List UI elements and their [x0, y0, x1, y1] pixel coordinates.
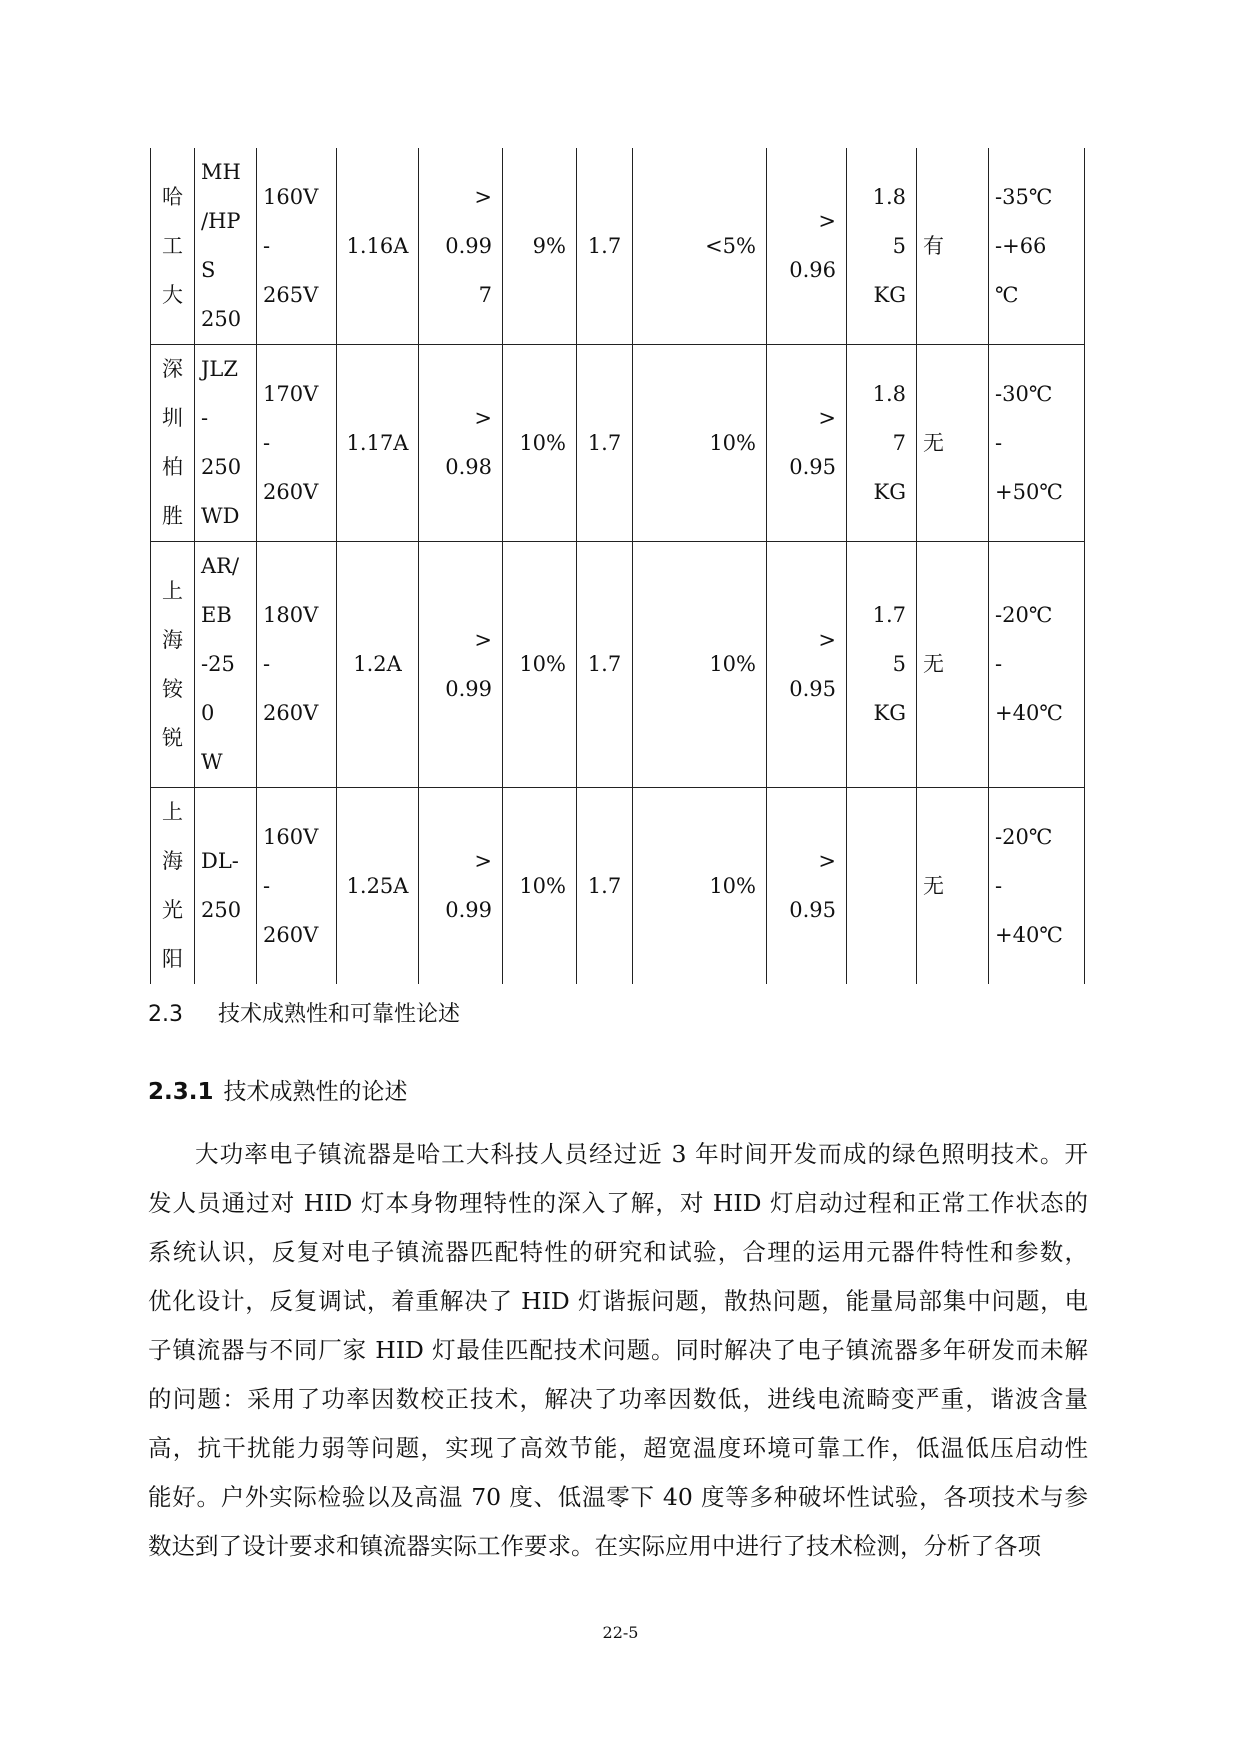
efficiency-cell-text: > 0.95: [789, 627, 836, 701]
voltage-cell: [257, 345, 337, 542]
model-cell: [195, 542, 257, 788]
paragraph-line: 高，抗干扰能力弱等问题，实现了高效节能，超宽温度环境可靠工作，低温低压启动性: [148, 1434, 1088, 1462]
current-cell: [337, 345, 419, 542]
thd-cell-text: 10%: [519, 652, 566, 676]
maker-cell: [151, 788, 195, 985]
voltage-cell: [257, 788, 337, 985]
paragraph-line: 大功率电子镇流器是哈工大科技人员经过近 3 年时间开发而成的绿色照明技术。开: [195, 1140, 1088, 1168]
stability-cell: [633, 345, 767, 542]
voltage-cell-text: 170V - 260V: [263, 381, 319, 504]
current-cell: [337, 148, 419, 345]
maker-cell-text: 深 圳 柏 胜: [162, 357, 183, 528]
voltage-cell: [257, 542, 337, 788]
thd-cell: [503, 788, 577, 985]
protection-cell-text: 有: [923, 233, 944, 258]
thd-cell: [503, 345, 577, 542]
stability-cell: [633, 148, 767, 345]
model-cell: [195, 345, 257, 542]
section-number: 2.3: [148, 1002, 183, 1027]
thd-cell: [503, 148, 577, 345]
temperature-cell-text: -20℃ - +40℃: [995, 603, 1063, 725]
protection-cell: [917, 345, 989, 542]
weight-cell: [847, 788, 917, 985]
current-cell: [337, 788, 419, 985]
temperature-cell: [989, 148, 1085, 345]
efficiency-cell: [767, 345, 847, 542]
protection-cell: [917, 788, 989, 985]
weight-cell: [847, 148, 917, 345]
crest-factor-cell: [577, 788, 633, 985]
paragraph-line: 的问题：采用了功率因数校正技术，解决了功率因数低，进线电流畸变严重，谐波含量: [148, 1385, 1088, 1413]
paragraph-line: 优化设计，反复调试，着重解决了 HID 灯谐振问题，散热问题，能量局部集中问题，电: [148, 1287, 1088, 1315]
table-row: [151, 542, 1085, 788]
efficiency-cell-text: > 0.96: [789, 209, 836, 282]
crest-factor-cell: [577, 148, 633, 345]
paragraph-line: 系统认识，反复对电子镇流器匹配特性的研究和试验，合理的运用元器件特性和参数，: [148, 1238, 1088, 1266]
stability-cell-text: 10%: [709, 652, 756, 676]
maker-cell: [151, 148, 195, 345]
maker-cell: [151, 542, 195, 788]
temperature-cell-text: -30℃ - +50℃: [995, 381, 1063, 504]
thd-cell: [503, 542, 577, 788]
stability-cell: [633, 788, 767, 985]
protection-cell-text: 无: [923, 430, 944, 455]
protection-cell-text: 无: [923, 873, 944, 898]
temperature-cell: [989, 542, 1085, 788]
model-cell-text: AR/ EB -25 0 W: [201, 554, 240, 774]
power-factor-cell: [419, 345, 503, 542]
temperature-cell: [989, 345, 1085, 542]
crest-factor-cell-text: 1.7: [587, 233, 622, 258]
maker-cell: [151, 345, 195, 542]
power-factor-cell-text: > 0.98: [445, 406, 492, 479]
crest-factor-cell-text: 1.7: [587, 873, 622, 898]
weight-cell: [847, 542, 917, 788]
efficiency-cell: [767, 788, 847, 985]
weight-cell: [847, 345, 917, 542]
thd-cell-text: 10%: [519, 430, 566, 455]
current-cell-text: 1.25A: [346, 873, 409, 898]
efficiency-cell: [767, 148, 847, 345]
comparison-table: [150, 148, 1085, 984]
model-cell: [195, 788, 257, 985]
thd-cell-text: 9%: [532, 233, 566, 258]
model-cell-text: DL- 250: [201, 849, 242, 922]
temperature-cell: [989, 788, 1085, 985]
temperature-cell-text: -20℃ - +40℃: [995, 824, 1063, 947]
voltage-cell-text: 180V - 260V: [263, 603, 319, 725]
power-factor-cell: [419, 788, 503, 985]
thd-cell-text: 10%: [519, 873, 566, 898]
paragraph-line: 子镇流器与不同厂家 HID 灯最佳匹配技术问题。同时解决了电子镇流器多年研发而未解: [148, 1336, 1088, 1364]
crest-factor-cell-text: 1.7: [587, 430, 622, 455]
paragraph-line: 数达到了设计要求和镇流器实际工作要求。在实际应用中进行了技术检测，分析了各项: [148, 1532, 1041, 1560]
body-paragraph: [148, 1130, 1088, 1571]
maker-cell-text: 上 海 铵 锐: [162, 578, 183, 750]
page-number: 22-5: [602, 1623, 639, 1642]
efficiency-cell: [767, 542, 847, 788]
stability-cell-text: 10%: [709, 430, 756, 455]
model-cell-text: JLZ - 250 WD: [201, 357, 242, 528]
subsection-title: 技术成熟性的论述: [223, 1079, 408, 1105]
voltage-cell: [257, 148, 337, 345]
voltage-cell-text: 160V - 265V: [263, 184, 319, 307]
paragraph-line: 发人员通过对 HID 灯本身物理特性的深入了解，对 HID 灯启动过程和正常工作状态的: [148, 1189, 1088, 1217]
maker-cell-text: 上 海 光 阳: [162, 800, 183, 971]
stability-cell-text: <5%: [705, 233, 756, 258]
efficiency-cell-text: > 0.95: [789, 849, 836, 922]
stability-cell: [633, 542, 767, 788]
current-cell: [337, 542, 419, 788]
power-factor-cell-text: > 0.99: [445, 627, 492, 701]
crest-factor-cell-text: 1.7: [587, 652, 622, 676]
crest-factor-cell: [577, 345, 633, 542]
weight-cell-text: 1.8 5 KG: [872, 184, 906, 307]
section-title: 技术成熟性和可靠性论述: [218, 1002, 461, 1027]
stability-cell-text: 10%: [709, 873, 756, 898]
subsection-heading: [148, 1073, 408, 1106]
maker-cell-text: 哈 工 大: [162, 184, 183, 307]
table-row: [151, 788, 1085, 985]
section-heading: [148, 997, 460, 1028]
weight-cell-text: 1.7 5 KG: [872, 603, 906, 725]
current-cell-text: 1.16A: [346, 233, 409, 258]
voltage-cell-text: 160V - 260V: [263, 824, 319, 947]
table-row: [151, 345, 1085, 542]
power-factor-cell: [419, 542, 503, 788]
protection-cell: [917, 542, 989, 788]
power-factor-cell-text: > 0.99 7: [445, 184, 492, 307]
protection-cell: [917, 148, 989, 345]
power-factor-cell-text: > 0.99: [445, 849, 492, 922]
weight-cell-text: 1.8 7 KG: [872, 381, 906, 504]
current-cell-text: 1.2A: [353, 652, 402, 676]
power-factor-cell: [419, 148, 503, 345]
temperature-cell-text: -35℃ -+66 ℃: [995, 184, 1053, 307]
table-row: [151, 148, 1085, 345]
protection-cell-text: 无: [923, 652, 944, 676]
model-cell: [195, 148, 257, 345]
current-cell-text: 1.17A: [346, 430, 409, 455]
model-cell-text: MH /HP S 250: [201, 160, 242, 331]
efficiency-cell-text: > 0.95: [789, 406, 836, 479]
subsection-number: 2.3.1: [148, 1079, 214, 1105]
crest-factor-cell: [577, 542, 633, 788]
paragraph-line: 能好。户外实际检验以及高温 70 度、低温零下 40 度等多种破坏性试验，各项技术与参: [148, 1483, 1088, 1511]
